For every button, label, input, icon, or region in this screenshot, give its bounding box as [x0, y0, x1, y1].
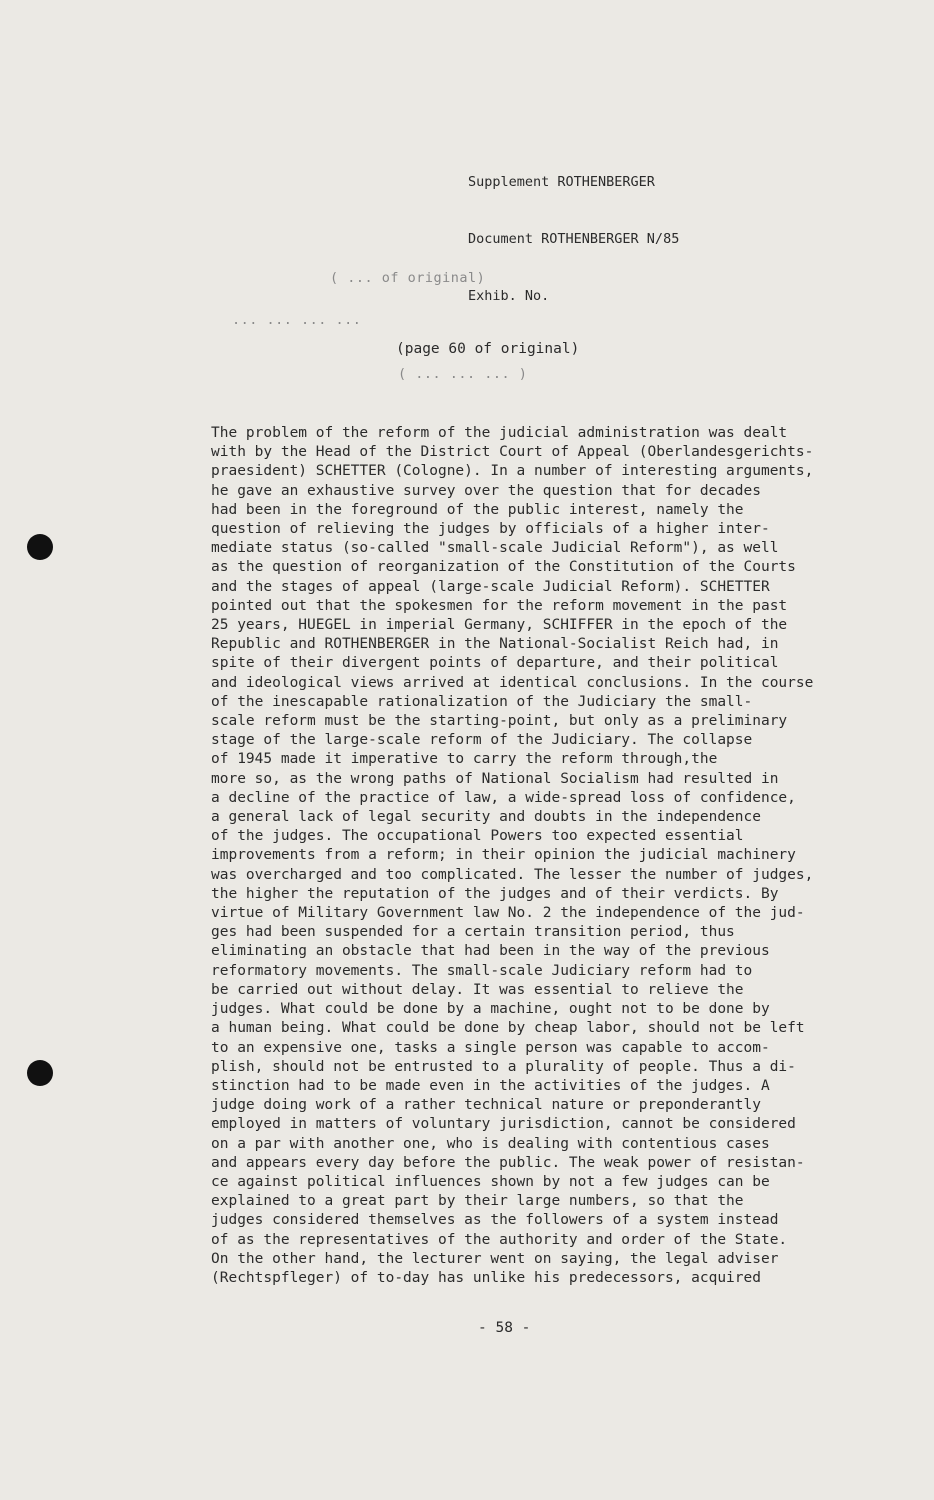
- faded-line-4: ( ... ... ... ): [398, 366, 528, 382]
- body-line: judge doing work of a rather technical nature or preponderantly: [211, 1097, 761, 1114]
- page-number: - 58 -: [478, 1320, 531, 1336]
- body-line: had been in the foreground of the public interest, namely the: [211, 501, 744, 518]
- body-line: stage of the large-scale reform of the Judiciary. The collapse: [211, 732, 753, 749]
- punch-hole-top: [27, 534, 53, 560]
- body-line: praesident) SCHETTER (Cologne). In a number of interesting arguments,: [211, 463, 814, 480]
- body-line: was overcharged and too complicated. The lesser the number of judges,: [211, 866, 814, 883]
- body-line: with by the Head of the District Court of Appeal (Oberlandesgerichts-: [211, 444, 814, 461]
- body-line: scale reform must be the starting-point, but only as a preliminary: [211, 713, 788, 730]
- body-line: spite of their divergent points of departure, and their political: [211, 655, 779, 672]
- body-line: and ideological views arrived at identical conclusions. In the course: [211, 674, 814, 691]
- document-header: [468, 135, 679, 344]
- body-line: stinction had to be made even in the activities of the judges. A: [211, 1077, 770, 1094]
- body-line: and appears every day before the public. The weak power of resistan-: [211, 1154, 805, 1171]
- body-line: Republic and ROTHENBERGER in the National-Socialist Reich had, in: [211, 636, 779, 653]
- body-line: to an expensive one, tasks a single person was capable to accom-: [211, 1039, 770, 1056]
- body-line: of as the representatives of the authority and order of the State.: [211, 1231, 788, 1248]
- body-line: pointed out that the spokesmen for the reform movement in the past: [211, 597, 788, 614]
- body-line: a general lack of legal security and doubts in the independence: [211, 809, 761, 826]
- body-line: on a par with another one, who is dealing with contentious cases: [211, 1135, 770, 1152]
- body-line: a human being. What could be done by cheap labor, should not be left: [211, 1020, 805, 1037]
- header-supplement: Supplement ROTHENBERGER: [468, 174, 655, 190]
- body-line: 25 years, HUEGEL in imperial Germany, SCHIFFER in the epoch of the: [211, 617, 788, 634]
- body-line: more so, as the wrong paths of National Socialism had resulted in: [211, 770, 779, 787]
- body-line: explained to a great part by their large numbers, so that the: [211, 1193, 744, 1210]
- body-line: and the stages of appeal (large-scale Judicial Reform). SCHETTER: [211, 578, 770, 595]
- body-line: employed in matters of voluntary jurisdiction, cannot be considered: [211, 1116, 796, 1133]
- body-line: The problem of the reform of the judicial administration was dealt: [211, 425, 788, 441]
- body-line: of the judges. The occupational Powers too expected essential: [211, 828, 744, 845]
- punch-hole-bottom: [27, 1060, 53, 1086]
- body-line: improvements from a reform; in their opinion the judicial machinery: [211, 847, 796, 864]
- body-line: eliminating an obstacle that had been in the way of the previous: [211, 943, 770, 960]
- body-line: On the other hand, the lecturer went on saying, the legal adviser: [211, 1250, 779, 1267]
- faded-line-2: ... ... ... ...: [232, 312, 362, 328]
- body-line: the higher the reputation of the judges and of their verdicts. By: [211, 885, 779, 902]
- body-line: ce against political influences shown by not a few judges can be: [211, 1173, 770, 1190]
- body-line: of 1945 made it imperative to carry the reform through,the: [211, 751, 718, 768]
- body-line: of the inescapable rationalization of the Judiciary the small-: [211, 693, 753, 710]
- faded-line-1: ( ... of original): [330, 270, 486, 286]
- body-line: a decline of the practice of law, a wide-spread loss of confidence,: [211, 789, 796, 806]
- body-line: plish, should not be entrusted to a plurality of people. Thus a di-: [211, 1058, 796, 1075]
- header-document-number: Document ROTHENBERGER N/85: [468, 231, 680, 247]
- body-line: be carried out without delay. It was essential to relieve the: [211, 981, 744, 998]
- page-reference: (page 60 of original): [396, 341, 580, 357]
- body-line: reformatory movements. The small-scale Judiciary reform had to: [211, 962, 753, 979]
- header-exhibit-number: Exhib. No.: [468, 288, 550, 304]
- body-line: as the question of reorganization of the Constitution of the Courts: [211, 559, 796, 576]
- body-line: judges. What could be done by a machine, ought not to be done by: [211, 1001, 770, 1018]
- body-line: virtue of Military Government law No. 2 the independence of the jud-: [211, 905, 805, 922]
- body-line: he gave an exhaustive survey over the question that for decades: [211, 482, 761, 499]
- body-paragraph: [211, 424, 891, 1288]
- body-line: mediate status (so-called "small-scale Judicial Reform"), as well: [211, 540, 779, 557]
- body-line: (Rechtspfleger) of to-day has unlike his predecessors, acquired: [211, 1269, 761, 1286]
- body-line: question of relieving the judges by officials of a higher inter-: [211, 521, 770, 538]
- body-line: judges considered themselves as the followers of a system instead: [211, 1212, 779, 1229]
- body-line: ges had been suspended for a certain transition period, thus: [211, 924, 735, 941]
